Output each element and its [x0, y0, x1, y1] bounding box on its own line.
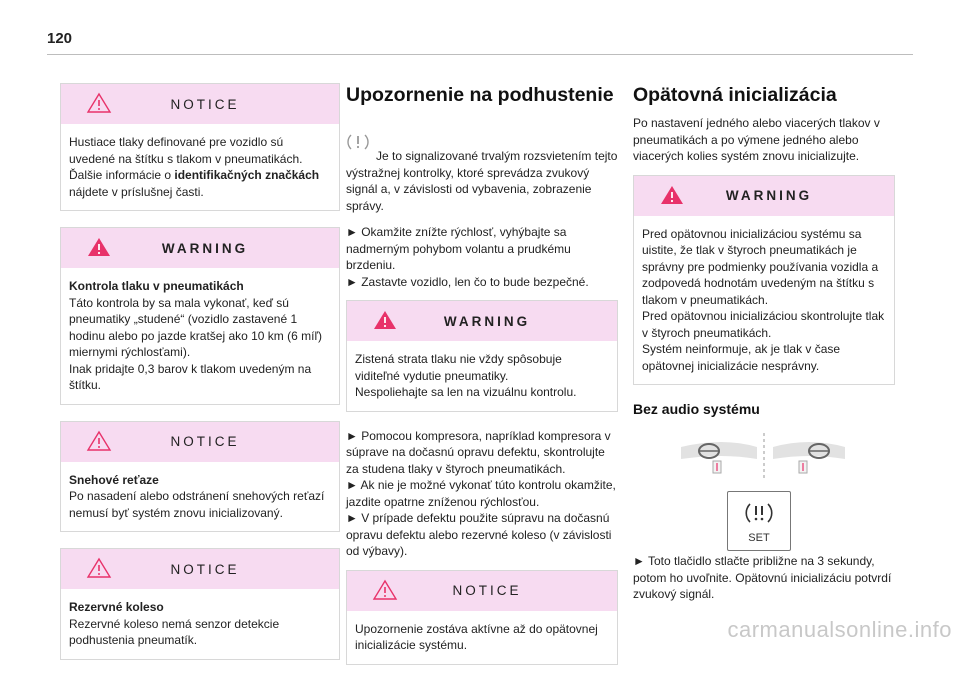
warning-header — [634, 176, 894, 216]
notice-box-snow-chains — [60, 421, 340, 533]
watermark: carmanualsonline.info — [727, 617, 952, 642]
steps-check: ► Pomocou kompresora, napríklad kompresora v súprave na dočasnú opravu defektu, skontrolujte za studena tlaky v štyroch pneumatikách. ► Ak nie je možné vykonať túto kontrolu okamžite, jazdite opatrne zníženou rýchlosťou. ► V prípade defektu použite súpravu na dočasnú opravu defektu alebo rezervné koleso (v závislosti od výbavy). — [346, 428, 616, 558]
notice-header — [61, 549, 339, 589]
set-button-label: SET — [748, 532, 770, 544]
warning-triangle-icon — [86, 92, 112, 114]
notice-box-alert-active — [346, 570, 618, 665]
warning-text: Táto kontrola by sa mala vykonať, keď sú pneumatiky „studené“ (vozidlo zastavené 1 hodinu alebo po jazde kratšej ako 10 km (6 míľ) miernymi rýchlosťami). Inak pridajte 0,3 barov k tlakom uvedeným na štítku. — [69, 295, 322, 392]
warning-title: WARNING — [725, 188, 813, 203]
notice-text: Hustiace tlaky definované pre vozidlo sú uvedené na štítku s tlakom v pneumatikách. Ďalšie informácie o identifikačných značkách nájdete v príslušnej časti. — [69, 135, 320, 199]
warning-triangle-icon — [659, 184, 685, 206]
steps-immediate: ► Okamžite znížte rýchlosť, vyhýbajte sa nadmerným pohybom volantu a prudkému brzdeniu. ► Zastavte vozidlo, len čo to bude bezpečné. — [346, 225, 589, 289]
dashboard-button-figure — [633, 429, 895, 553]
column-middle — [346, 83, 618, 681]
page-number: 120 — [47, 30, 73, 47]
notice-text: Rezervné koleso nemá senzor detekcie podhustenia pneumatík. — [69, 616, 280, 647]
notice-title: NOTICE — [170, 561, 240, 577]
warning-title: WARNING — [443, 313, 531, 329]
warning-box-before-reinit — [633, 175, 895, 386]
warning-box-pressure-loss — [346, 300, 618, 412]
column-right — [633, 83, 895, 613]
notice-subtitle: Rezervné koleso — [69, 600, 164, 614]
tyre-pressure-icon — [728, 496, 790, 530]
warning-text: Pred opätovnou inicializáciou systému sa uistite, že tlak v štyroch pneumatikách je správny pre podmienky používania vozidla a zodpovedá hodnotám uvedeným na štítku s tlakom v pneumatikách. Pred opätovnou inicializáciou skontrolujte tlak v štyroch pneumatikách. Systém neinformuje, ak je tlak v čase opätovnej inicializácie nesprávny. — [642, 226, 885, 373]
warning-triangle-icon — [86, 557, 112, 579]
warning-triangle-icon — [372, 579, 398, 601]
notice-box-tyre-pressure — [60, 83, 340, 211]
notice-title: NOTICE — [170, 96, 240, 112]
top-divider — [47, 54, 913, 55]
dashboard-illustration — [633, 429, 895, 489]
subheading-no-audio: Bez audio systému — [633, 401, 760, 417]
set-button[interactable] — [727, 491, 791, 551]
section-heading-reinitialisation: Opätovná inicializácia — [633, 84, 837, 106]
warning-text: Zistená strata tlaku nie vždy spôsobuje viditeľné vydutie pneumatiky. Nespoliehajte sa len na vizuálnu kontrolu. — [355, 352, 577, 399]
warning-triangle-icon — [372, 309, 398, 331]
notice-subtitle: Snehové reťaze — [69, 472, 159, 487]
notice-title: NOTICE — [452, 583, 522, 598]
notice-header — [61, 84, 339, 124]
notice-header — [347, 571, 617, 611]
intro-paragraph: Po nastavení jedného alebo viacerých tlakov v pneumatikách a po výmene jedného alebo viacerých kolies systém znovu inicializujte. — [633, 116, 880, 163]
notice-text: Upozornenie zostáva aktívne až do opätovnej inicializácie systému. — [355, 621, 598, 652]
instruction-paragraph: ► Toto tlačidlo stlačte približne na 3 sekundy, potom ho uvoľnite. Opätovnú inicializáciu potvrdí zvukový signál. — [633, 554, 892, 601]
column-left — [60, 83, 340, 676]
warning-header — [347, 301, 617, 341]
warning-triangle-icon — [86, 430, 112, 452]
warning-triangle-icon — [86, 236, 112, 258]
tyre-pressure-warning-icon — [346, 132, 370, 152]
warning-title: WARNING — [161, 240, 249, 256]
section-heading-underinflation: Upozornenie na podhustenie — [346, 84, 614, 106]
warning-header — [61, 228, 339, 268]
notice-title: NOTICE — [170, 434, 240, 449]
warning-subtitle: Kontrola tlaku v pneumatikách — [69, 279, 244, 293]
notice-text: Po nasadení alebo odstránení snehových reťazí nemusí byť systém znovu inicializovaný. — [69, 489, 325, 520]
warning-box-pressure-check — [60, 227, 340, 405]
notice-box-spare-wheel — [60, 548, 340, 660]
intro-paragraph: Je to signalizované trvalým rozsvietením tejto výstražnej kontrolky, ktoré sprevádza zvukový signál a, v závislosti od vybavenia, zobrazenie správy. — [346, 115, 618, 214]
notice-header — [61, 422, 339, 462]
